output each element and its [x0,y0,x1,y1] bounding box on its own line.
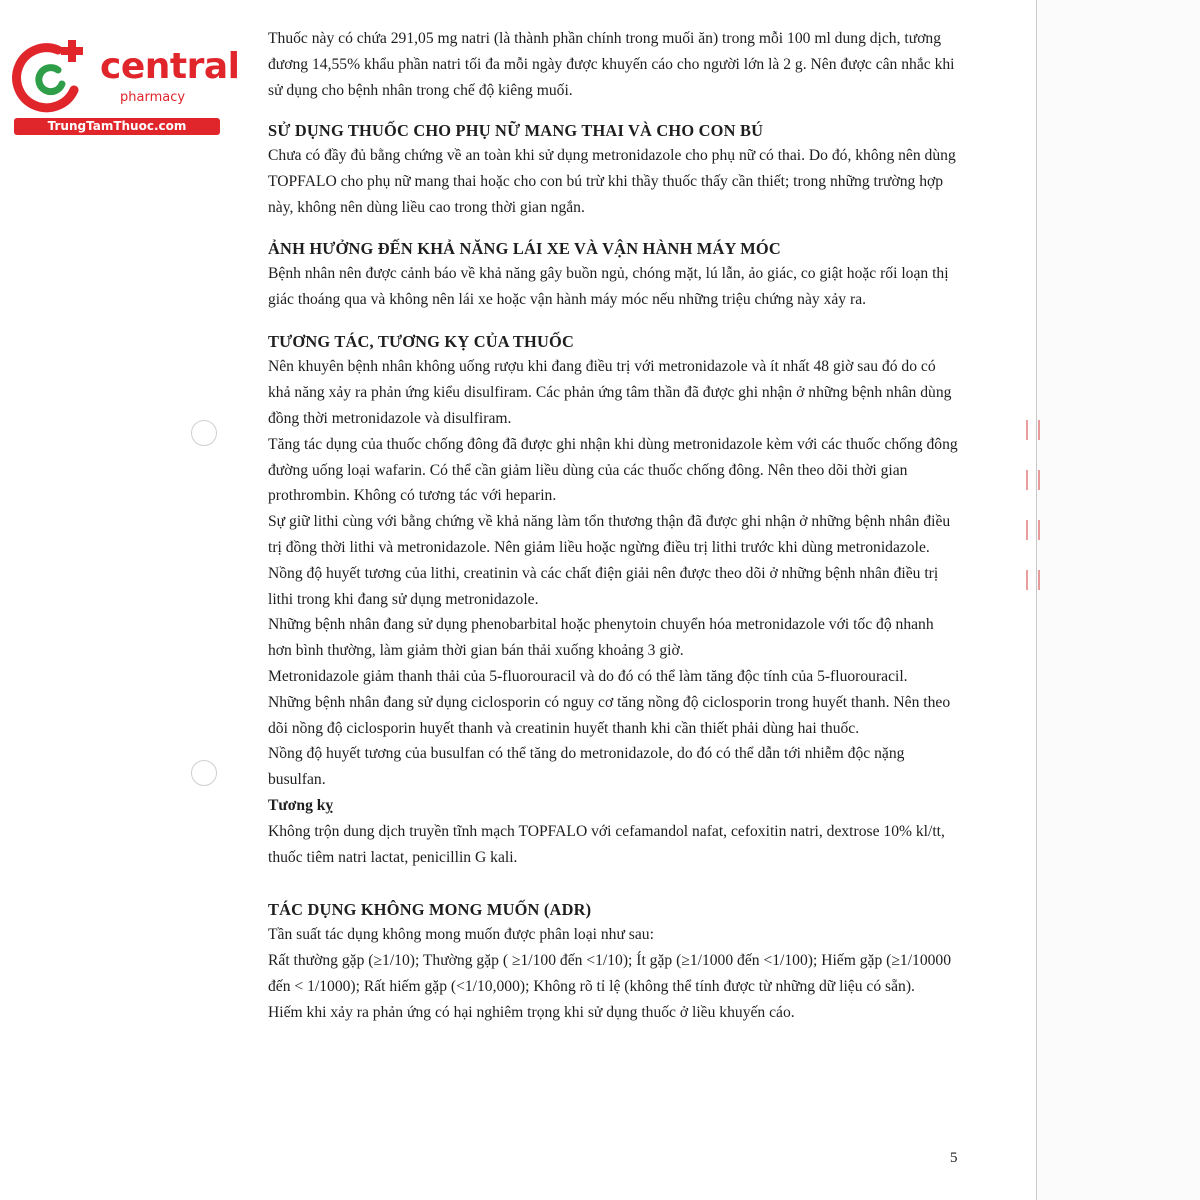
intro-paragraph: Thuốc này có chứa 291,05 mg natri (là thành phần chính trong muối ăn) trong mỗi 100 ml dung dịch, tương đương 14,55% khẩu phần natri tối đa mỗi ngày được khuyến cáo cho người lớn là 2 g. Nên được cân nhắc khi sử dụng cho bệnh nhân trong chế độ kiêng muối. [268,30,955,99]
interactions-paragraph-alcohol: Nên khuyên bệnh nhân không uống rượu khi đang điều trị với metronidazole và ít nhất 48 giờ sau đó do có khả năng xảy ra phản ứng kiểu disulfiram. Các phản ứng tâm thần đã được ghi nhận ở những bệnh nhân dùng đồng thời metronidazole và disulfiram. [268,358,952,427]
page-margin [1037,0,1200,1200]
adr-paragraph-rare: Hiếm khi xảy ra phản ứng có hại nghiêm trọng khi sử dụng thuốc ở liều khuyến cáo. [268,1003,795,1021]
document-body [268,26,960,1026]
interactions-paragraph-phenobarbital: Những bệnh nhân đang sử dụng phenobarbital hoặc phenytoin chuyển hóa metronidazole với tốc độ nhanh hơn bình thường, làm giảm thời gian bán thải xuống khoảng 3 giờ. [268,616,934,660]
central-pharmacy-logo-icon [12,38,92,114]
section-heading-driving: ẢNH HƯỞNG ĐẾN KHẢ NĂNG LÁI XE VÀ VẬN HÀNH MÁY MÓC [268,238,781,258]
interactions-paragraph-lithium: Sự giữ lithi cùng với bằng chứng về khả năng làm tổn thương thận đã được ghi nhận ở những bệnh nhân điều trị đồng thời lithi và metronidazole. Nên giảm liều hoặc ngừng điều trị lithi trước khi dùng metronidazole. Nồng độ huyết tương của lithi, creatinin và các chất điện giải nên được theo dõi ở những bệnh nhân điều trị lithi trong khi đang sử dụng metronidazole. [268,513,951,608]
brand-url[interactable]: TrungTamThuoc.com [14,118,220,135]
page-number: 5 [950,1150,958,1166]
interactions-paragraph-busulfan: Nồng độ huyết tương của busulfan có thể tăng do metronidazole, do đó có thể dẫn tới nhiễm độc nặng busulfan. [268,745,905,789]
section-heading-interactions: TƯƠNG TÁC, TƯƠNG KỴ CỦA THUỐC [268,332,575,352]
punch-hole [191,420,217,446]
brand-name: central [100,46,240,87]
incompatibility-paragraph: Không trộn dung dịch truyền tĩnh mạch TOPFALO với cefamandol nafat, cefoxitin natri, dextrose 10% kl/tt, thuốc tiêm natri lactat, penicillin G kali. [268,822,945,866]
interactions-paragraph-ciclosporin: Những bệnh nhân đang sử dụng ciclosporin có nguy cơ tăng nồng độ ciclosporin trong huyết thanh. Nên theo dõi nồng độ ciclosporin huyết thanh và creatinin huyết thanh khi cần thiết phải dùng hai thuốc. [268,693,951,737]
pregnancy-paragraph: Chưa có đầy đủ bằng chứng về an toàn khi sử dụng metronidazole cho phụ nữ có thai. Do đó, không nên dùng TOPFALO cho phụ nữ mang thai hoặc cho con bú trừ khi thầy thuốc thấy cần thiết; trong những trường hợp này, không nên dùng liều cao trong thời gian ngắn. [268,147,956,216]
incompatibility-subheading: Tương kỵ [268,796,334,814]
driving-paragraph: Bệnh nhân nên được cảnh báo về khả năng gây buồn ngủ, chóng mặt, lú lẫn, ảo giác, co giật hoặc rối loạn thị giác thoáng qua và không nên lái xe hoặc vận hành máy móc nếu những triệu chứng này xảy ra. [268,264,949,308]
section-heading-pregnancy: SỬ DỤNG THUỐC CHO PHỤ NỮ MANG THAI VÀ CHO CON BÚ [268,121,764,141]
interactions-paragraph-fluorouracil: Metronidazole giảm thanh thải của 5-fluorouracil và do đó có thể làm tăng độc tính của 5-fluorouracil. [268,667,908,685]
section-heading-adr: TÁC DỤNG KHÔNG MONG MUỐN (ADR) [268,900,592,920]
brand-subtitle: pharmacy [120,90,186,105]
central-pharmacy-logo[interactable] [12,38,240,138]
adr-paragraph-intro: Tần suất tác dụng không mong muốn được phân loại như sau: [268,926,654,944]
adr-paragraph-frequency: Rất thường gặp (≥1/10); Thường gặp ( ≥1/100 đến <1/10); Ít gặp (≥1/1000 đến <1/100); Hiếm gặp (≥1/10000 đến < 1/1000); Rất hiếm gặp (<1/10,000); Không rõ tỉ lệ (không thể tính được từ những dữ liệu có sẵn). [268,952,952,995]
red-stamp-marks [1022,420,1044,590]
page-edge-line [1036,0,1037,1200]
punch-hole [191,760,217,786]
interactions-paragraph-anticoagulant: Tăng tác dụng của thuốc chống đông đã được ghi nhận khi dùng metronidazole kèm với các thuốc chống đông đường uống loại wafarin. Có thể cần giảm liều dùng của các thuốc chống đông. Nên theo dõi thời gian prothrombin. Không có tương tác với heparin. [268,435,958,505]
